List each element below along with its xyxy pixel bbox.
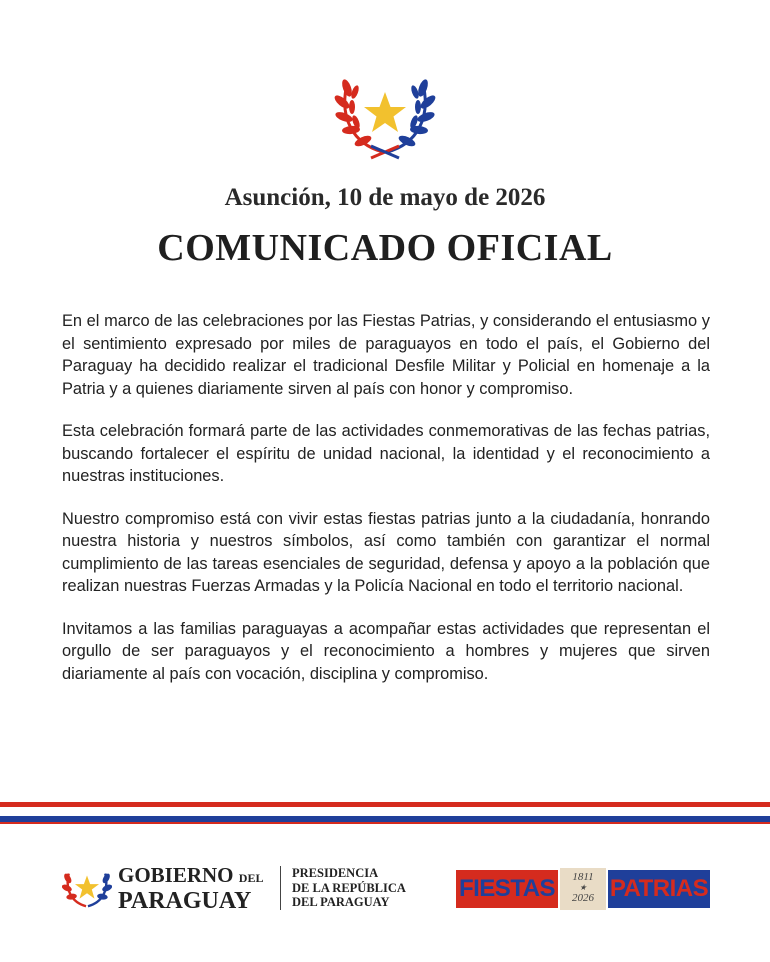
presidencia-line-3: DEL PARAGUAY bbox=[292, 895, 390, 909]
gobierno-wordmark bbox=[118, 864, 263, 913]
place-date: Asunción, 10 de mayo de 2026 bbox=[224, 184, 546, 211]
paragraph-2: Esta celebración formará parte de las actividades conmemorativas de las fechas patrias, buscando fortalecer el espíritu de unidad nacional, la identidad y el reconocimiento a nuestras instituciones. bbox=[62, 422, 710, 485]
flag-stripe-white bbox=[0, 807, 770, 816]
fiestas-patrias-logo bbox=[456, 868, 710, 910]
flag-stripe-red-thin bbox=[0, 822, 770, 824]
presidencia-line-1: PRESIDENCIA bbox=[292, 866, 379, 880]
patrias-label: PATRIAS bbox=[608, 870, 710, 908]
year-start: 1811 bbox=[572, 871, 594, 883]
gov-del: DEL bbox=[238, 871, 264, 885]
fiestas-label: FIESTAS bbox=[456, 870, 558, 908]
paragraph-4: Invitamos a las familias paraguayas a acompañar estas actividades que representan el orgullo de ser paraguayos y el reconocimiento a hombres y mujeres que sirven diariamente al país con vocación, disciplina y compromiso. bbox=[62, 619, 710, 683]
presidencia-wordmark bbox=[292, 866, 406, 910]
presidencia-line-2: DE LA REPÚBLICA bbox=[292, 880, 406, 895]
paragraph-3: Nuestro compromiso está con vivir estas fiestas patrias junto a la ciudadanía, honrando nuestra historia y nuestros símbolos, así como también con garantizar el normal cumplimiento de las tareas esenciales de seguridad, defensa y apoyo a la población que realizan nuestras Fuerzas Armadas y la Policía Nacional en todo el territorio nacional. bbox=[62, 509, 710, 595]
star-dot-icon: ★ bbox=[579, 883, 587, 892]
gov-line2: PARAGUAY bbox=[118, 888, 252, 914]
paragraph-1: En el marco de las celebraciones por las Fiestas Patrias, y considerando el entusiasmo y el sentimiento expresado por miles de paraguayos en todo el país, el Gobierno del Paraguay ha decidido realizar el tradicional Desfile Militar y Policial en homenaje a la Patria y a quienes diariamente sirven al país con honor y compromiso. bbox=[62, 312, 710, 398]
gov-line1: GOBIERNO bbox=[118, 863, 234, 887]
page-title: COMUNICADO OFICIAL bbox=[157, 227, 613, 269]
communique-body bbox=[62, 310, 710, 705]
year-end: 2026 bbox=[572, 892, 594, 904]
star-wreath-emblem-icon bbox=[62, 864, 112, 912]
footer-divider bbox=[280, 866, 281, 910]
fiestas-years bbox=[560, 868, 606, 910]
star-wreath-emblem-icon bbox=[333, 66, 437, 162]
